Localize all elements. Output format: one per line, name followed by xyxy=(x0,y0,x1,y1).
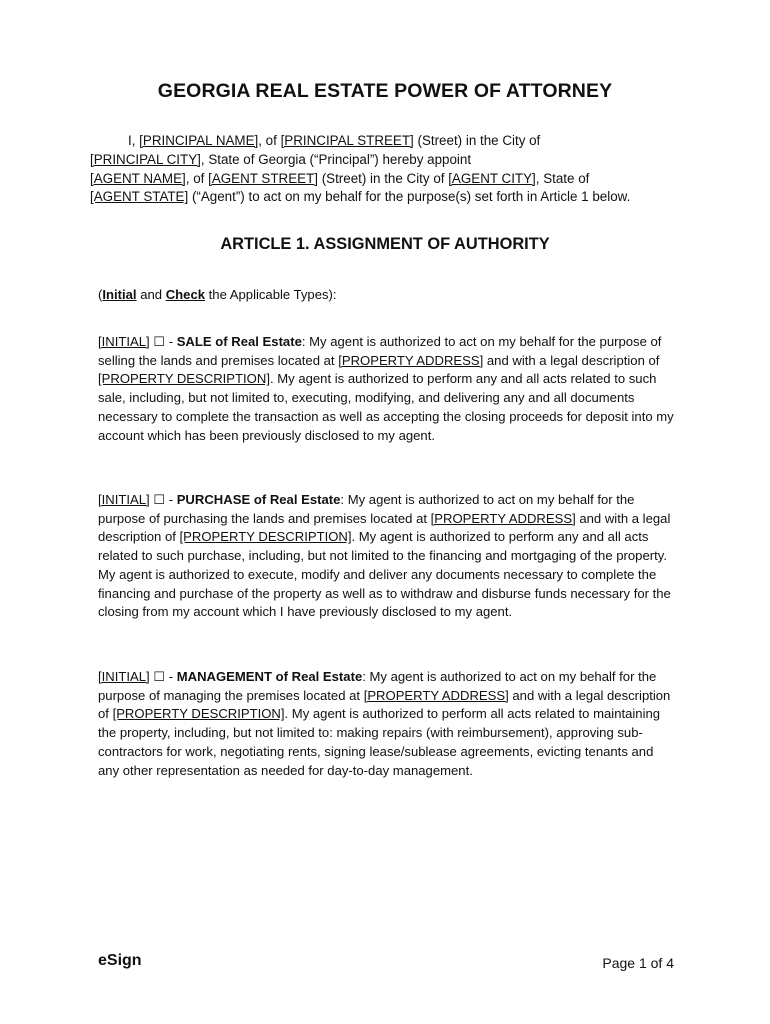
purchase-checkbox[interactable]: ☐ xyxy=(153,492,166,507)
agent-state-field[interactable]: [AGENT STATE] xyxy=(90,189,189,205)
document-title: GEORGIA REAL ESTATE POWER OF ATTORNEY xyxy=(157,80,613,102)
principal-name-field[interactable]: [PRINCIPAL NAME] xyxy=(139,133,259,148)
sale-checkbox[interactable]: ☐ xyxy=(153,334,166,349)
page-number: Page 1 of 4 xyxy=(602,955,674,971)
principal-city-field[interactable]: [PRINCIPAL CITY] xyxy=(90,151,201,167)
sale-initial-field[interactable]: [INITIAL] xyxy=(98,334,150,349)
management-address-field[interactable]: [PROPERTY ADDRESS] xyxy=(363,687,509,703)
article-heading: ARTICLE 1. ASSIGNMENT OF AUTHORITY xyxy=(220,235,550,253)
purchase-description-field[interactable]: [PROPERTY DESCRIPTION] xyxy=(179,529,352,545)
purchase-heading: PURCHASE of Real Estate xyxy=(176,492,341,507)
agent-street-field[interactable]: [AGENT STREET] xyxy=(208,170,318,186)
esign-logo: eSign xyxy=(98,952,142,969)
section-management: [INITIAL] ☐ - MANAGEMENT of Real Estate: My agent is authorized to act on my behalf for the purpose of managing the premises located at [PROPERTY ADDRESS] and with a legal description of [PROPERTY DESCRIPTION]. My agent is authorized to perform all acts related to maintaining the property, including, but not limited to: making repairs (with reimbursement), approving sub-contractors for work, negotiating rents, signing lease/sublease agreements, evicting tenants and any other representation as needed for day-to-day management. xyxy=(98,669,671,778)
purchase-address-field[interactable]: [PROPERTY ADDRESS] xyxy=(430,510,576,526)
agent-city-field[interactable]: [AGENT CITY] xyxy=(448,170,536,186)
instruction-initial: Initial xyxy=(102,287,137,302)
section-sale: [INITIAL] ☐ - SALE of Real Estate: My agent is authorized to act on my behalf for the purpose of selling the lands and premises located at [PROPERTY ADDRESS] and with a legal description of [PROPERTY DESCRIPTION]. My agent is authorized to perform any and all acts related to such sale, including, but not limited to, executing, modifying, and delivering any and all documents necessary to complete the transaction as well as accepting the closing proceeds for deposit into my account which has been previously disclosed to my agent. xyxy=(98,334,674,443)
intro-paragraph: I, [PRINCIPAL NAME], of [PRINCIPAL STREET] (Street) in the City of [PRINCIPAL CITY], State of Georgia (“Principal”) hereby appoint [AGENT NAME], of [AGENT STREET] (Street) in the City of [AGENT CITY], State of [AGENT STATE] (“Agent”) to act on my behalf for the purpose(s) set forth in Article 1 below. xyxy=(90,133,631,205)
management-heading: MANAGEMENT of Real Estate xyxy=(176,669,363,684)
sale-heading: SALE of Real Estate xyxy=(176,334,302,349)
sale-address-field[interactable]: [PROPERTY ADDRESS] xyxy=(338,352,484,368)
management-checkbox[interactable]: ☐ xyxy=(153,669,166,684)
sale-description-field[interactable]: [PROPERTY DESCRIPTION] xyxy=(98,371,270,387)
instruction-check: Check xyxy=(165,287,206,302)
agent-name-field[interactable]: [AGENT NAME] xyxy=(90,170,186,186)
instruction-line: (Initial and Check the Applicable Types): xyxy=(98,287,337,302)
management-initial-field[interactable]: [INITIAL] xyxy=(98,669,150,684)
management-description-field[interactable]: [PROPERTY DESCRIPTION] xyxy=(112,706,285,722)
section-purchase: [INITIAL] ☐ - PURCHASE of Real Estate: My agent is authorized to act on my behalf for the purpose of purchasing the lands and premises located at [PROPERTY ADDRESS] and with a legal description of [PROPERTY DESCRIPTION]. My agent is authorized to perform any and all acts related to such purchase, including, but not limited to the financing and mortgaging of the property. My agent is authorized to execute, modify and deliver any documents necessary to complete the financing and purchase of the property as well as to withdraw and disburse funds necessary for the closing from my account which I have previously disclosed to my agent. xyxy=(98,492,671,620)
purchase-initial-field[interactable]: [INITIAL] xyxy=(98,492,150,507)
principal-street-field[interactable]: [PRINCIPAL STREET] xyxy=(280,133,414,148)
